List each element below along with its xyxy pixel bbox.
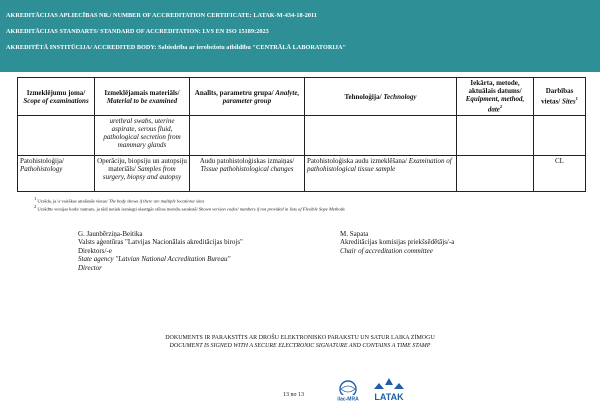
table-row [18,156,586,192]
svg-text:ilac-MRA: ilac-MRA [337,396,359,402]
latak-logo [368,377,410,403]
table-cell [457,116,534,156]
svg-text:LATAK: LATAK [374,392,404,402]
table-header-row [18,78,586,116]
col-sites-header: Darbības vietas/ Sites$^1$ [534,78,586,116]
equipment-cell [457,156,534,192]
col-material-header: Izmeklējamais materiāls/ Material to be examined [95,78,190,116]
e-signature-notice-en: DOCUMENT IS SIGNED WITH A SECURE ELECTRONIC SIGNATURE AND CONTAINS A TIME STAMP [169,343,431,349]
col-scope-header: Izmeklējumu joma/ Scope of examinations [18,78,95,116]
material-continuation: urethral swabs, uterine aspirate, serous fluid, pathological secretion from mammary glands [95,116,190,156]
analyte-cell: Audu patohistoloģiskas izmaiņas/ Tissue pathohistological changes [190,156,305,192]
footnote-1: $^1$ Uzrāda, ja ir vairākas atrašanās vietas/ The body shows if there are multiple locations/ sites [34,196,205,204]
ilac-mra-logo [334,380,362,402]
signatory-chair: M. Sapata Akreditācijas komisijas priekšsēdētājs/-a Chair of accreditation committee [340,230,455,255]
accreditation-standard: AKREDITĀCIJAS STANDARTS/ STANDARD OF ACCREDITATION: LVS EN ISO 15189:2023 [6,28,269,35]
table-row [18,116,586,156]
accredited-body: AKREDITĒTĀ INSTITŪCIJA/ ACCREDITED BODY: Sabiedrība ar ierobežotu atbildību "CENTRĀLĀ LABORATORIJA" [6,44,346,51]
scope-table [17,77,586,192]
table-cell [18,116,95,156]
table-cell [534,116,586,156]
e-signature-notice-lv: DOKUMENTS IR PARAKSTĪTS AR DROŠU ELEKTRONISKO PARAKSTU UN SATUR LAIKA ZĪMOGU [165,335,435,341]
document-header [0,0,600,72]
table-cell [305,116,457,156]
scope-cell: Patohistoloģija/ Pathohistology [18,156,95,192]
col-equipment-header: Iekārta, metode, aktuālais datums/ Equipment, method, date$^2$ [457,78,534,116]
table-cell [190,116,305,156]
technology-cell: Patohistoloģiska audu izmeklēšana/ Examination of pathohistological tissue sample [305,156,457,192]
page-number: 13 no 13 [283,392,304,398]
footnote-2: $^2$ Uzrādīts versijas kods/ numurs, ja tādi netiek iesniegti elastīgās sfēras metožu sarakstā/ Shown version codes/ numbers if not provided in lists of Flexible Sope Methods [34,204,345,212]
col-analyte-header: Analīts, parametru grupa/ Analyte, parameter group [190,78,305,116]
material-cell: Operāciju, biopsiju un autopsiju materiāls/ Samples from surgery, biopsy and autopsy [95,156,190,192]
col-technology-header: Tehnoloģija/ Technology [305,78,457,116]
signatory-director: G. Jaunbērziņa-Beitika Valsts aģentūras "Latvijas Nacionālais akreditācijas birojs" Direktors/-e State agency "Latvian National Accreditation Bureau" Director [78,230,243,272]
site-cell: CL [534,156,586,192]
certificate-number: AKREDITĀCIJAS APLIECĪBAS NR./ NUMBER OF ACCREDITATION CERTIFICATE: LATAK-M-434-18-2011 [6,12,317,19]
